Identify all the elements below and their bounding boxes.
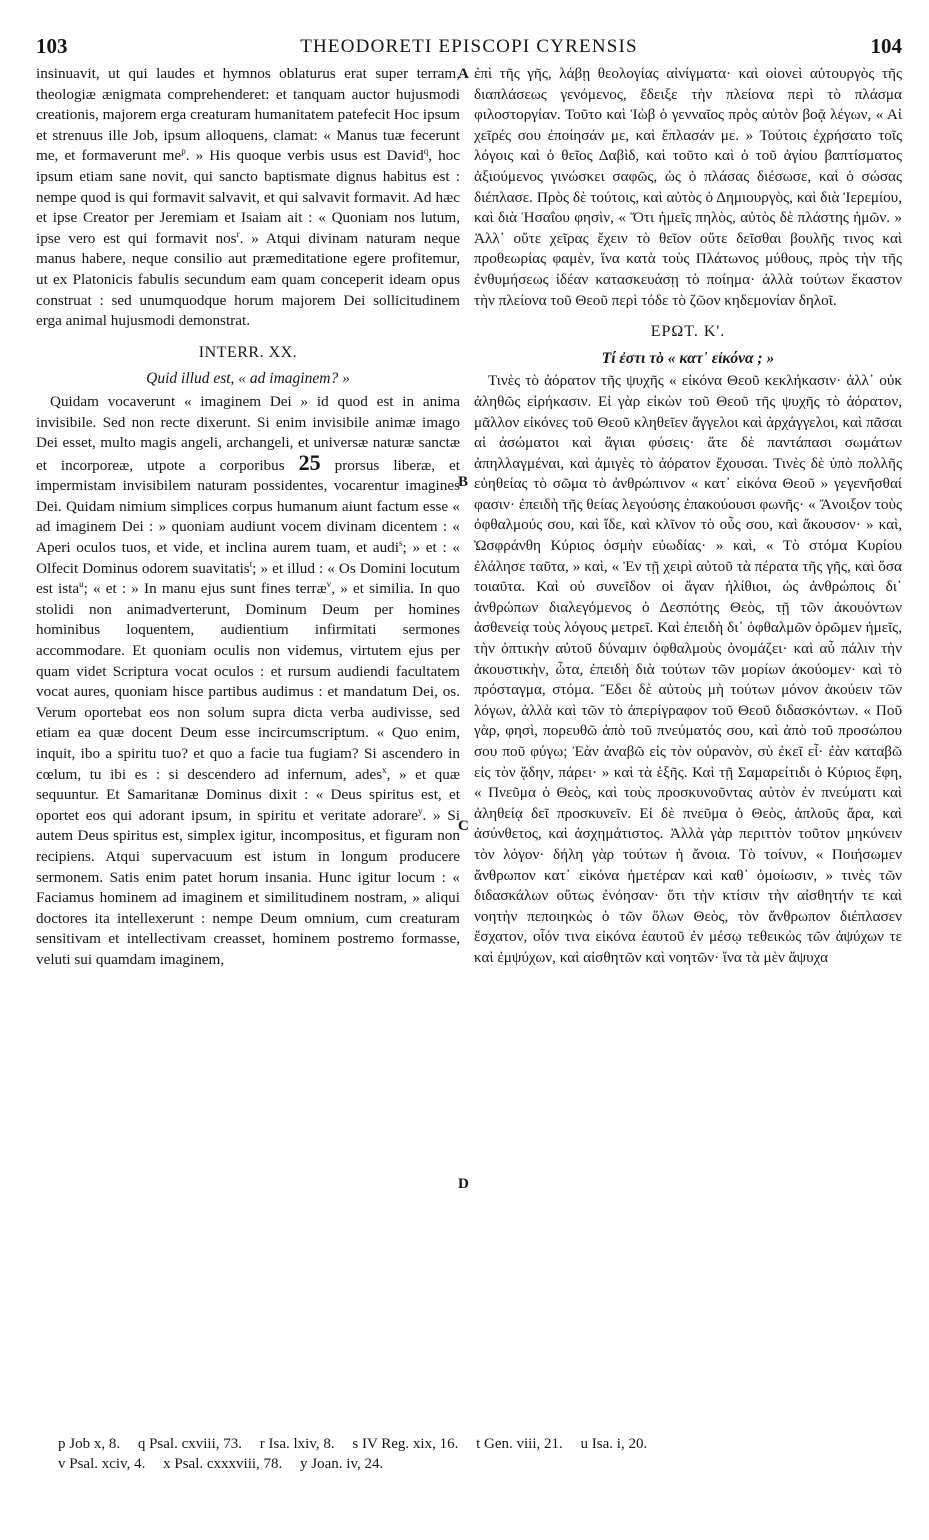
latin-question-title: Quid illud est, « ad imaginem? » [146, 370, 350, 388]
greek-column [474, 64, 902, 969]
footnote-entry: y Joan. iv, 24. [300, 1456, 384, 1472]
margin-letter-c: C [458, 818, 469, 834]
footnote-entry: x Psal. cxxxviii, 78. [163, 1456, 283, 1472]
footnote-ref: q [423, 146, 429, 157]
footnote-line-1 [58, 1434, 904, 1454]
latin-section-heading: INTERR. XX. [198, 343, 298, 361]
margin-letter-b: B [458, 474, 469, 490]
footnote-entry: s IV Reg. xix, 16. [352, 1436, 459, 1452]
footnote-entry: t Gen. viii, 21. [476, 1436, 563, 1452]
footnote-ref: s [399, 538, 403, 548]
latin-paragraph-1: insinuavit, ut qui laudes et hymnos oblaturus erat super terram, theologiæ ænigmata comprehenderet: et tanquam auctor hujusmodi creationis, majorem erga creaturam humanitatem patefecit Hoc ipsum et strenuus ille Job, ipsum alloquens, clamat: « Manus tuæ fecerunt me, et formaverunt me$^p$. » His quoque verbis usus est David$^q$, hoc ipsum etiam sane novit, qui sancto baptismate dignus habitus est : nempe quod is qui formavit salvavit, et qui salvavit formavit. Ad hæc et ipse Creator per Jeremiam et Isaiam ait : « Quoniam nos lutum, ipse vero est qui formavit nos$^r$. » Atqui divinam naturam neque manus habere, neque consilio aut præmeditatione egere profitemur, ut ex Platonicis fabulis secundum eam quam conceperit ideam opus construat : sed unumquodque horum majorem Dei sollicitudinem erga animal hujusmodi demonstrat. [36, 65, 461, 330]
page-number-right: 104 [870, 34, 902, 58]
footnote-ref: r [236, 228, 240, 239]
margin-letter-a: A [458, 66, 469, 82]
footnote-ref: x [382, 764, 387, 775]
latin-column [36, 64, 460, 971]
greek-section-heading: ΕΡΩΤ. Κ'. [650, 323, 726, 341]
greek-paragraph-2: Τινὲς τὸ ἀόρατον τῆς ψυχῆς « εἰκόνα Θεοῦ κεκλήκασιν· ἀλλ᾽ οὐκ ἀληθῶς εἰρήκασιν. Εἰ γὰρ εἰκὼν τοῦ Θεοῦ τῆς ψυχῆς τὸ ἀόρατον, μᾶλλον εἰκόνες τοῦ Θεοῦ κληθεῖεν ἄγγελοι καὶ ἀρχάγγελοι, καὶ πᾶσαι αἱ ἀσώματοι καὶ ἅγιαι φύσεις· ἅτε δὲ παντάπασι σωμάτων ἀπηλλαγμέναι, καὶ ἀμιγὲς τὸ ἀόρατον ἔχουσαι. Τινὲς δὲ ὑπὸ πολλῆς εὐηθείας τὸ σῶμα τὸ ἀνθρώπινον « κατ᾽ εἰκόνα Θεοῦ » γεγενῆσθαί φασιν· ἐπειδὴ τῆς θείας λεγούσης ἐπακούουσι φωνῆς· « Ἄνοιξον τοὺς ὀφθαλμούς σου, καὶ ἴδε, καὶ κλῖνον τὸ οὖς σου, καὶ ἄκουσον· » καὶ, Ὠσφράνθη Κύριος ὀσμὴν εὐωδίας· » καὶ, « Τὸ στόμα Κυρίου ἐλάλησε ταῦτα, » καὶ, « Ἐν τῇ χειρὶ αὐτοῦ τὰ πέρατα τῆς γῆς, καὶ ὅσα τοιαῦτα. Καὶ οὐ συνεῖδον οἱ ἄγαν ἠλίθιοι, ὡς ἀνθρώποις δι᾽ ἀνθρώπων διαλεγόμενος ὁ Δεσπότης Θεὸς, τῇ τῶν ἀκουόντων ἀσθενείᾳ τοὺς λόγους μετρεῖ. Καὶ ἐπειδὴ δι᾽ ὀφθαλμῶν ὁρῶμεν ἡμεῖς, τὴν ὀπτικὴν αὐτοῦ δύναμιν ὀφθαλμοὺς ὀνομάζει· καὶ αὖ πάλιν τὴν ἀκουστικὴν, ὦτα, ἐπειδὴ διὰ τούτων τῶν μορίων ἀκούομεν· καὶ τὸ πρόσταγμα, στόμα. Ἔδει δὲ αὐτοὺς μὴ τούτων μόνον ἀκούειν τῶν λόγων, ἀλλὰ καὶ τῶν τὸ ἀπερίγραφον τοῦ Θεοῦ διδασκόντων. « Ποῦ γὰρ, φησὶ, πορευθῶ ἀπὸ τοῦ πνεύματός σου, καὶ ἀπὸ τοῦ προσώπου σου ποῦ φύγω; Ἐὰν ἀναβῶ εἰς τὸν οὐρανὸν, σὺ ἐκεῖ εἶ· ἐὰν καταβῶ εἰς τὸν ᾅδην, πάρει· » καὶ τὰ ἑξῆς. Καὶ τῇ Σαμαρείτιδι ὁ Κύριος ἔφη, « Πνεῦμα ὁ Θεὸς, καὶ τοὺς προσκυνοῦντας αὐτὸν ἐν πνεύματι καὶ ἀληθείᾳ δεῖ προσκυνεῖν. Εἰ δὲ πνεῦμα ὁ Θεὸς, ἁπλοῦς ἄρα, καὶ ἀσύνθετος, καὶ ἀσχημάτιστος. Ἀλλὰ γὰρ περιττὸν τοῦτον μηκύνειν τὸν λόγον· δήλη γὰρ τούτων ἡ ἄνοια. Τὸ τοίνυν, « Ποιήσωμεν ἄνθρωπον κατ᾽ εἰκόνα ἡμετέραν καὶ καθ᾽ ὁμοίωσιν, » τινὲς τῶν διδασκάλων οὕτως ἐνόησαν· ὅτι τὴν κτίσιν τὴν αἰσθητήν τε καὶ νοητὴν πεποιηκὼς ὁ τῶν ὅλων Θεὸς, τὸν ἄνθρωπον διέπλασεν ἔσχατον, οἷόν τινα εἰκόνα ἑαυτοῦ ἐν μέσῳ τεθεικὼς τῶν ἀψύχων τε καὶ ἐμψύχων, καὶ αἰσθητῶν καὶ νοητῶν· ἵνα τὰ μὲν ἄψυχα [474, 372, 902, 966]
footnote-entry: r Isa. lxiv, 8. [259, 1436, 335, 1452]
page-number-left: 103 [36, 34, 68, 58]
latin-paragraph-2: Quidam vocaverunt « imaginem Dei » id quod est in anima invisibile. Sed non recte dixerunt. Si enim invisibile animæ imago Dei esset, multo magis angeli, archangeli, et universæ naturæ sanctæ et incorporeæ, utpote a corporibus 25 prorsus liberæ, et impermistam invisibilem naturam possidentes, vocarentur imagines Dei. Quidam nimium simplices corpus humanum aiunt factum esse « ad imaginem Dei : » quoniam audiunt vocem divinam dicentem : « Aperi oculos tuos, et vide, et inclina aurem tuam, et audi$^s$; » et : « Olfecit Dominus odorem suavitatis$^t$; » et illud : « Os Domini locutum est ista$^u$; « et : » In manu ejus sunt fines terræ$^v$, » et similia. In quo stolidi non animadverterunt, Dominum Deum per homines hominibus loquentem, audientium infirmitati sermones accommodare. Et quoniam oculis non videmus, virtutem ejus per quam videt Scriptura vocat oculos : et rursum audiendi facultatem vocat aures, quoniam hisce partibus audimus : et mandatum Dei, os. Verum oportebat eos non solum supra dicta verba audivisse, sed etiam ea quæ docent Deum esse incircumscriptum. « Quo enim, inquit, ibo a spiritu tuo? et quo a facie tua fugiam? Si ascendero in cœlum, tu ibi es : si descendero ad infernum, ades$^x$, » et quæ sequuntur. Et Samaritanæ Dominus dixit : « Deus spiritus est, et oportet eos qui adorant ipsum, in spiritu et veritate adorare$^y$. » Si autem Deus spiritus est, simplex igitur, incompositus, et figuram non recipiens. Atqui supervacuum est istum in longum producere sermonem. Satis enim patet horum insania. Hunc igitur locum : « Faciamus hominem ad imaginem et similitudinem nostram, » aliqui doctores ita intellexerunt : nempe Deum omnium, cum creaturam sensitivam et intellectivam creasset, hominem postremo formasse, veluti sui quamdam imaginem, [36, 392, 461, 968]
footnote-ref: y [418, 805, 423, 816]
footnote-ref: u [79, 579, 84, 590]
greek-question-title: Τί ἐστι τὸ « κατ᾽ εἰκόνα ; » [601, 349, 775, 367]
footnote-ref: t [249, 558, 253, 569]
footnote-ref: p [181, 146, 186, 157]
footnote-entry: q Psal. cxviii, 73. [137, 1436, 243, 1452]
footnotes [58, 1434, 904, 1474]
footnote-line-2 [58, 1454, 904, 1474]
running-title: THEODORETI EPISCOPI CYRENSIS [300, 36, 638, 57]
greek-paragraph-1: ἐπὶ τῆς γῆς, λάβῃ θεολογίας αἰνίγματα· καὶ οἱονεὶ αὐτουργὸς τῆς διαπλάσεως γενόμενος, ἔδειξε τὴν πλείονα περὶ τὸ πλάσμα φιλοστοργίαν. Τοῦτο καὶ Ἰὼβ ὁ γενναῖος πρὸς αὐτὸν βοᾷ λέγων, « Αἱ χεῖρές σου ἐποίησάν με, καὶ ἔπλασάν με. » Τούτοις ἐχρήσατο τοῖς λόγοις καὶ ὁ θεῖος Δαβὶδ, καὶ τοῦτο καὶ ὁ τοῦ ἁγίου βαπτίσματος ἀξιούμενος γινώσκει σαφῶς, ὡς ὁ πλάσας διέσωσε, καὶ ὁ σώσας διέπλασε. Πρὸς δὲ τούτοις, καὶ αὐτὸς ὁ Δημιουργὸς, καὶ διὰ Ἱερεμίου, καὶ διὰ Ἡσαΐου φησὶν, « Ὅτι ἡμεῖς πηλὸς, αὐτὸς δὲ πλάστης ἡμῶν. » Ἀλλ᾽ οὔτε χεῖρας ἔχειν τὸ θεῖον οὔτε δεῖσθαι βουλῆς τινος καὶ προθεωρίας φαμὲν, ἵνα κατὰ τοὺς Πλάτωνος μύθους, πρὸς τὴν τῆς ἐνθυμήσεως ἰδέαν κατασκευάσῃ τὸ ποίημα· ἀλλὰ τούτων ἕκαστον τὴν πλείονα τοῦ Θεοῦ περὶ τόδε τὸ ζῶον κηδεμονίαν δηλοῖ. [474, 65, 902, 309]
footnote-ref: v [326, 579, 332, 590]
footnote-entry: v Psal. xciv, 4. [58, 1456, 146, 1472]
running-head [36, 34, 902, 64]
column-number-marker: 25 [298, 449, 321, 475]
footnote-entry: p Job x, 8. [58, 1436, 121, 1452]
margin-letter-d: D [458, 1176, 469, 1192]
footnote-entry: u Isa. i, 20. [580, 1436, 648, 1452]
